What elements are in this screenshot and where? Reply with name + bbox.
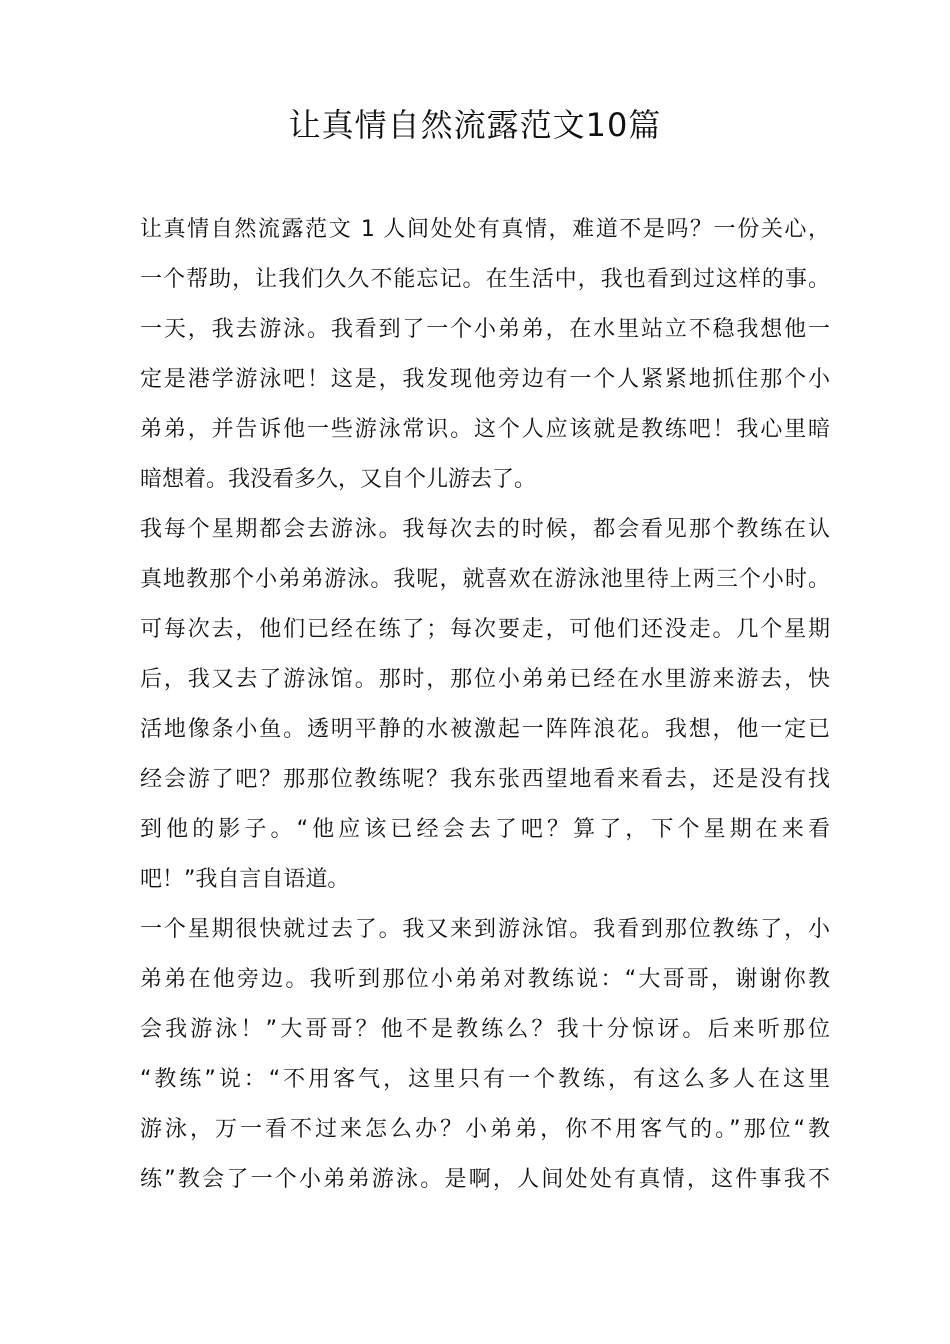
text-line: 真地教那个小弟弟游泳。我呢，就喜欢在游泳池里待上两三个小时。 bbox=[140, 567, 830, 592]
text-line: 吧！”我自言自语道。 bbox=[140, 867, 350, 892]
text-line: 暗想着。我没看多久，又自个儿游去了。 bbox=[140, 467, 537, 492]
text-line: 后，我又去了游泳馆。那时，那位小弟弟已经在水里游来游去，快 bbox=[140, 667, 830, 692]
text-line: 经会游了吧？那那位教练呢？我东张西望地看来看去，还是没有找 bbox=[140, 767, 830, 792]
text-line: 活地像条小鱼。透明平静的水被激起一阵阵浪花。我想，他一定已 bbox=[140, 717, 830, 742]
text-line: 弟弟，并告诉他一些游泳常识。这个人应该就是教练吧！我心里暗 bbox=[140, 417, 830, 442]
text-line: 会我游泳！”大哥哥？他不是教练么？我十分惊讶。后来听那位 bbox=[140, 1017, 830, 1042]
document-body bbox=[140, 205, 830, 1205]
text-line: 定是港学游泳吧！这是，我发现他旁边有一个人紧紧地抓住那个小 bbox=[140, 367, 830, 392]
text-line: 练”教会了一个小弟弟游泳。是啊，人间处处有真情，这件事我不 bbox=[140, 1167, 830, 1192]
text-line: 弟弟在他旁边。我听到那位小弟弟对教练说：“大哥哥，谢谢你教 bbox=[140, 967, 830, 992]
text-line: 让真情自然流露范文 1 人间处处有真情，难道不是吗？一份关心， bbox=[140, 217, 830, 242]
text-line: 一天，我去游泳。我看到了一个小弟弟，在水里站立不稳我想他一 bbox=[140, 317, 830, 342]
text-line: 一个星期很快就过去了。我又来到游泳馆。我看到那位教练了，小 bbox=[140, 917, 830, 942]
text-line: 可每次去，他们已经在练了；每次要走，可他们还没走。几个星期 bbox=[140, 617, 830, 642]
document-title: 让真情自然流露范文10篇 bbox=[288, 106, 662, 144]
text-line: 我每个星期都会去游泳。我每次去的时候，都会看见那个教练在认 bbox=[140, 517, 830, 542]
text-line: “教练”说：“不用客气，这里只有一个教练，有这么多人在这里 bbox=[140, 1067, 830, 1092]
text-line: 到他的影子。“他应该已经会去了吧？算了，下个星期在来看 bbox=[140, 817, 830, 842]
text-line: 游泳，万一看不过来怎么办？小弟弟，你不用客气的。”那位“教 bbox=[140, 1117, 830, 1142]
text-line: 一个帮助，让我们久久不能忘记。在生活中，我也看到过这样的事。 bbox=[140, 267, 830, 292]
